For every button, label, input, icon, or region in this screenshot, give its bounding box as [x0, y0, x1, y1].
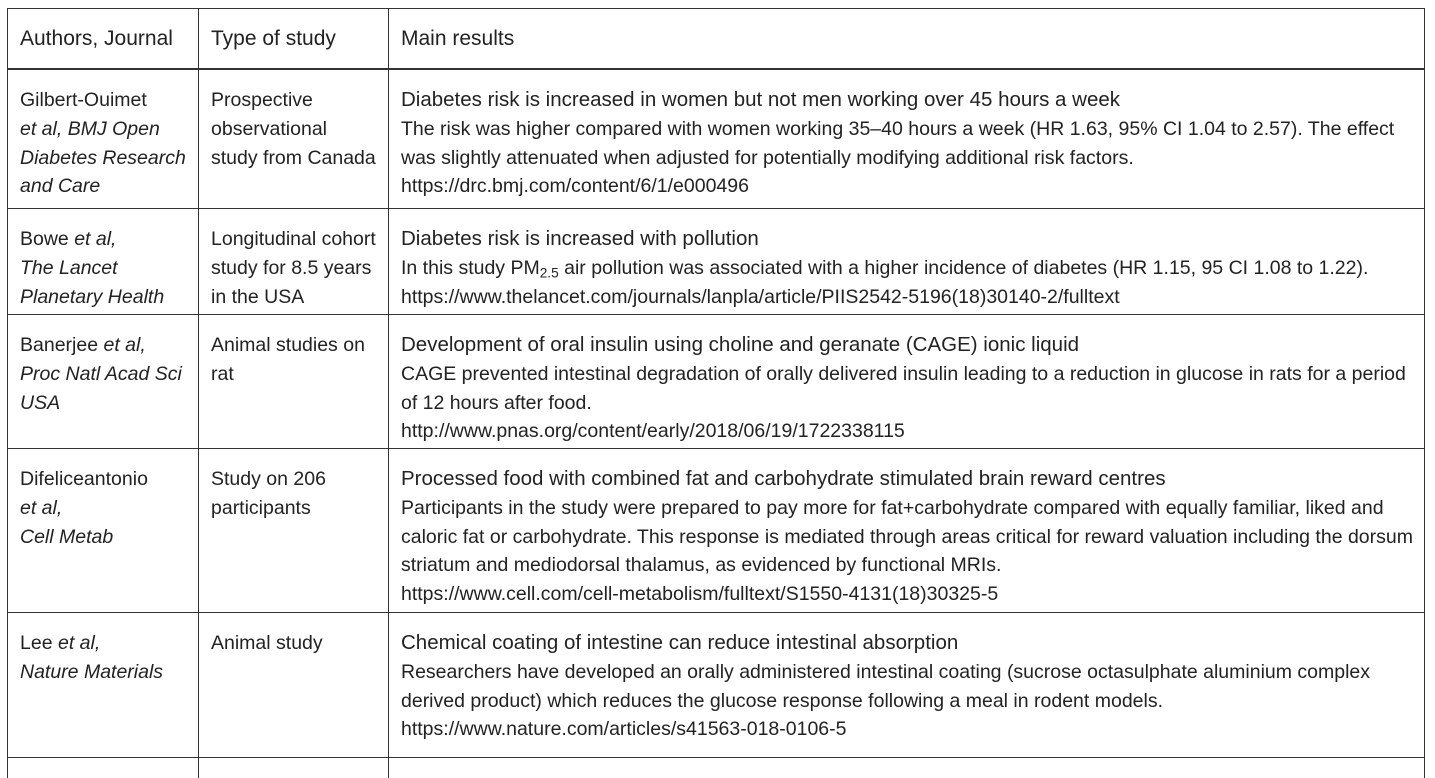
authors-cell	[8, 70, 199, 208]
result-text-subscript: 2.5	[539, 265, 559, 281]
journal-name: The Lancet Planetary Health	[20, 256, 165, 308]
author-name: Gilbert-Ouimet	[20, 89, 147, 111]
result-title: Diabetes risk is increased in women but not men working over 45 hours a week	[401, 88, 1120, 111]
header-type-of-study: Type of study	[199, 9, 389, 68]
table-row	[8, 449, 1424, 613]
result-url-link[interactable]: https://www.nature.com/articles/s41563-018-0106-5	[401, 718, 847, 741]
authors-cell	[8, 449, 199, 612]
authors-cell	[8, 315, 199, 448]
author-name: Difeliceantonio	[20, 468, 148, 490]
result-url-link[interactable]: http://www.pnas.org/content/early/2018/06/19/1722338115	[401, 420, 905, 443]
table-row	[8, 315, 1424, 449]
header-authors-journal: Authors, Journal	[8, 9, 199, 68]
author-etal: et al,	[20, 117, 63, 140]
study-type-cell: Prospective observational study from Canada	[199, 70, 389, 208]
author-etal: et al,	[57, 632, 101, 654]
result-text: Participants in the study were prepared to pay more for fat+carbohydrate compared with equally familiar, liked and caloric fat or carbohydrate. This response is mediated through areas critical for reward valuation including the dorsum striatum and mediodorsal thalamus, as evidenced by functional MRIs.	[401, 496, 1413, 577]
study-type-cell: Animal study	[199, 613, 389, 757]
result-text	[401, 254, 1414, 283]
authors-cell	[8, 209, 199, 314]
result-url-link[interactable]: https://www.cell.com/cell-metabolism/fulltext/S1550-4131(18)30325-5	[401, 583, 999, 606]
author-name: Bowe	[20, 228, 69, 250]
results-cell	[389, 449, 1424, 612]
studies-table	[7, 8, 1425, 778]
header-main-results: Main results	[401, 27, 515, 50]
study-type-cell-empty	[199, 758, 389, 778]
study-type-cell: Study on 206 participants	[199, 449, 389, 612]
journal-name: Proc Natl Acad Sci USA	[20, 362, 182, 414]
result-url-link[interactable]: https://drc.bmj.com/content/6/1/e000496	[401, 175, 749, 198]
result-title: Development of oral insulin using choline and geranate (CAGE) ionic liquid	[401, 333, 1080, 356]
author-etal: et al,	[103, 334, 146, 356]
result-text: The risk was higher compared with women working 35–40 hours a week (HR 1.63, 95% CI 1.04 to 2.57). The effect was slightly attenuated when adjusted for potentially modifying additional risk factors.	[401, 117, 1395, 169]
table-header-row	[8, 9, 1424, 70]
result-url-link[interactable]: https://www.thelancet.com/journals/lanpla/article/PIIS2542-5196(18)30140-2/fulltext	[401, 285, 1120, 308]
results-cell-empty	[389, 758, 1424, 778]
result-text: Researchers have developed an orally administered intestinal coating (sucrose octasulphate aluminium complex derived product) which reduces the glucose response following a meal in rodent models.	[401, 660, 1371, 712]
table-row	[8, 613, 1424, 758]
journal-name: Cell Metab	[20, 525, 114, 548]
table-row	[8, 70, 1424, 209]
result-text-post: air pollution was associated with a higher incidence of diabetes (HR 1.15, 95 CI 1.08 to 1.22).	[558, 256, 1369, 279]
journal-name: BMJ Open Diabetes Research and Care	[20, 117, 186, 198]
study-type-cell: Longitudinal cohort study for 8.5 years in the USA	[199, 209, 389, 314]
result-title: Processed food with combined fat and carbohydrate stimulated brain reward centres	[401, 467, 1166, 490]
journal-name: Nature Materials	[20, 660, 164, 683]
results-cell	[389, 70, 1424, 208]
results-cell	[389, 315, 1424, 448]
result-title: Chemical coating of intestine can reduce intestinal absorption	[401, 631, 959, 654]
author-etal: et al,	[20, 496, 63, 519]
result-text-pre: In this study PM	[401, 256, 540, 279]
result-text: CAGE prevented intestinal degradation of orally delivered insulin leading to a reduction in glucose in rats for a period of 12 hours after food.	[401, 362, 1406, 414]
authors-cell-empty	[8, 758, 199, 778]
author-name: Lee	[20, 632, 53, 654]
table-row-partial	[8, 758, 1424, 778]
author-etal: et al,	[74, 228, 117, 250]
authors-cell	[8, 613, 199, 757]
results-cell	[389, 209, 1424, 314]
author-name: Banerjee	[20, 334, 99, 356]
study-type-cell: Animal studies on rat	[199, 315, 389, 448]
result-title: Diabetes risk is increased with pollution	[401, 227, 759, 250]
results-cell	[389, 613, 1424, 757]
table-row	[8, 209, 1424, 315]
